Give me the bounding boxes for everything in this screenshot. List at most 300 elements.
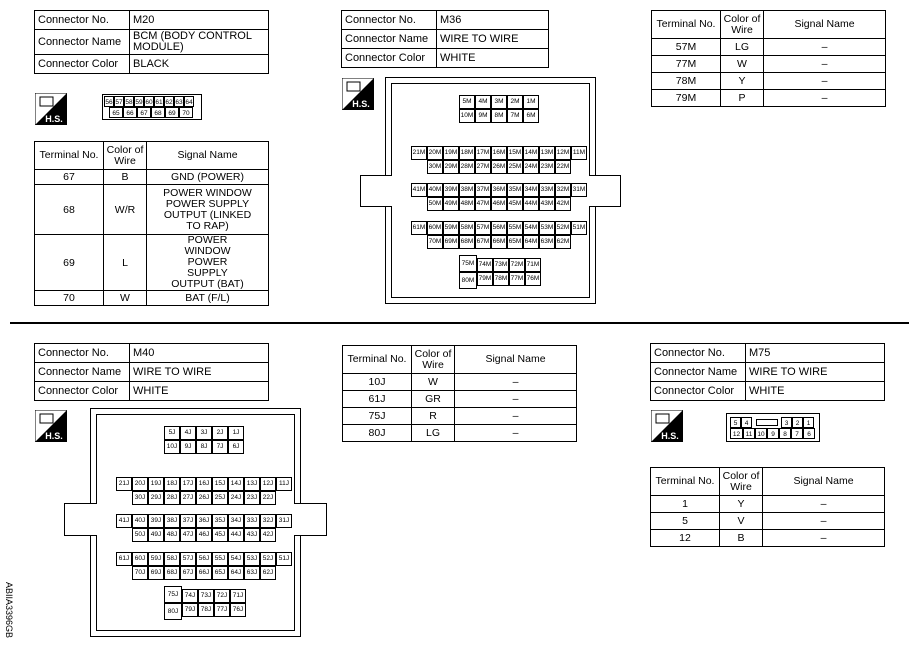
pin: 42M <box>555 197 571 211</box>
pin: 7M <box>507 109 523 123</box>
wire-color: Y <box>720 496 763 513</box>
signal: – <box>763 496 885 513</box>
pin: 50M <box>427 197 443 211</box>
pin: 30M <box>427 160 443 174</box>
m20-connector-face <box>102 94 202 120</box>
table-row <box>651 496 885 513</box>
label: Connector Name <box>342 30 437 49</box>
pin: 52M <box>555 221 571 235</box>
wire-color: GR <box>412 391 455 408</box>
pin: 18M <box>459 146 475 160</box>
terminal: 57M <box>652 39 721 56</box>
pin: 10J <box>164 440 180 454</box>
pin: 36J <box>196 514 212 528</box>
pin: 28M <box>459 160 475 174</box>
pin: 37J <box>180 514 196 528</box>
m40-terminal-table <box>342 345 577 442</box>
pin: 3J <box>196 426 212 440</box>
pin: 64M <box>523 235 539 249</box>
pin: 5J <box>164 426 180 440</box>
m40-left-latch <box>64 503 97 536</box>
signal: BAT (F/L) <box>147 291 269 306</box>
value: WIRE TO WIRE <box>746 363 885 382</box>
pin: 70M <box>427 235 443 249</box>
pin: 62M <box>555 235 571 249</box>
pin: 63M <box>539 235 555 249</box>
wire-color: W <box>412 374 455 391</box>
pin: 17J <box>180 477 196 491</box>
table-row <box>652 39 886 56</box>
svg-text:H.S.: H.S. <box>661 431 679 441</box>
pin: 54J <box>228 552 244 566</box>
value: M40 <box>130 344 269 363</box>
terminal: 10J <box>343 374 412 391</box>
pin: 16M <box>491 146 507 160</box>
pin: 39J <box>148 514 164 528</box>
pin: 60M <box>427 221 443 235</box>
pin: 75J <box>164 586 182 603</box>
table-row <box>343 425 577 442</box>
pin: 13M <box>539 146 555 160</box>
signal: – <box>763 530 885 547</box>
wire-color: W <box>104 291 147 306</box>
label: Connector No. <box>342 11 437 30</box>
pin: 3M <box>491 95 507 109</box>
wire-color: LG <box>721 39 764 56</box>
wire-color: LG <box>412 425 455 442</box>
pin: 77M <box>509 272 525 286</box>
label: Connector No. <box>35 344 130 363</box>
pin: 62 <box>164 96 174 107</box>
label: Connector Color <box>651 382 746 401</box>
value: WIRE TO WIRE <box>130 363 269 382</box>
header-terminal-no: Terminal No. <box>35 142 104 170</box>
pin: 63J <box>244 566 260 580</box>
signal: – <box>455 374 577 391</box>
header-wire-color: Color of Wire <box>104 142 147 170</box>
pin: 53M <box>539 221 555 235</box>
header-signal-name: Signal Name <box>147 142 269 170</box>
value: BCM (BODY CONTROL MODULE) <box>130 30 269 55</box>
key-slot <box>756 419 778 426</box>
wire-color: V <box>720 513 763 530</box>
pin: 76M <box>525 272 541 286</box>
header-terminal-no: Terminal No. <box>652 11 721 39</box>
terminal: 69 <box>35 235 104 291</box>
m36-left-latch <box>360 175 392 207</box>
value: BLACK <box>130 55 269 74</box>
pin: 28J <box>164 491 180 505</box>
pin: 71J <box>230 589 246 603</box>
pin: 4J <box>180 426 196 440</box>
pin: 75M <box>459 255 477 272</box>
pin: 65M <box>507 235 523 249</box>
pin: 78M <box>493 272 509 286</box>
terminal: 79M <box>652 90 721 107</box>
pin: 44J <box>228 528 244 542</box>
pin: 58M <box>459 221 475 235</box>
pin: 45J <box>212 528 228 542</box>
pin: 64 <box>184 96 194 107</box>
pin: 8 <box>779 428 791 439</box>
value: M36 <box>437 11 549 30</box>
m36-terminal-table <box>651 10 886 107</box>
pin: 11J <box>276 477 292 491</box>
pin: 70 <box>179 107 193 118</box>
header-wire-color: Color of Wire <box>720 468 763 496</box>
pin: 25J <box>212 491 228 505</box>
pin: 43J <box>244 528 260 542</box>
table-row <box>35 185 269 235</box>
terminal: 77M <box>652 56 721 73</box>
pin: 9J <box>180 440 196 454</box>
pin: 15M <box>507 146 523 160</box>
pin: 39M <box>443 183 459 197</box>
wire-color: L <box>104 235 147 291</box>
pin: 49M <box>443 197 459 211</box>
pin: 59 <box>134 96 144 107</box>
pin: 27J <box>180 491 196 505</box>
pin: 65 <box>109 107 123 118</box>
pin: 12M <box>555 146 571 160</box>
header-terminal-no: Terminal No. <box>343 346 412 374</box>
pin: 69 <box>165 107 179 118</box>
pin: 25M <box>507 160 523 174</box>
pin: 60J <box>132 552 148 566</box>
pin: 14M <box>523 146 539 160</box>
pin: 56M <box>491 221 507 235</box>
header-signal-name: Signal Name <box>455 346 577 374</box>
pin: 64J <box>228 566 244 580</box>
pin: 14J <box>228 477 244 491</box>
table-row <box>343 374 577 391</box>
pin: 8M <box>491 109 507 123</box>
svg-text:H.S.: H.S. <box>45 114 63 124</box>
pin: 1 <box>803 417 814 428</box>
pin: 19M <box>443 146 459 160</box>
pin: 56J <box>196 552 212 566</box>
header-signal-name: Signal Name <box>763 468 885 496</box>
pin: 55J <box>212 552 228 566</box>
pin: 35J <box>212 514 228 528</box>
pin: 15J <box>212 477 228 491</box>
pin: 32M <box>555 183 571 197</box>
pin: 54M <box>523 221 539 235</box>
pin: 24M <box>523 160 539 174</box>
signal: – <box>455 408 577 425</box>
pin: 26J <box>196 491 212 505</box>
pin: 31J <box>276 514 292 528</box>
pin: 50J <box>132 528 148 542</box>
label: Connector Name <box>651 363 746 382</box>
pin: 79M <box>477 272 493 286</box>
pin: 10 <box>755 428 767 439</box>
pin: 5M <box>459 95 475 109</box>
pin: 48M <box>459 197 475 211</box>
pin: 61J <box>116 552 132 566</box>
table-row <box>35 170 269 185</box>
pin: 40J <box>132 514 148 528</box>
pin: 32J <box>260 514 276 528</box>
pin: 37M <box>475 183 491 197</box>
pin: 77J <box>214 603 230 617</box>
pin: 71M <box>525 258 541 272</box>
pin: 7J <box>212 440 228 454</box>
pin: 34J <box>228 514 244 528</box>
value: WIRE TO WIRE <box>437 30 549 49</box>
pin: 59M <box>443 221 459 235</box>
table-row <box>35 291 269 306</box>
terminal: 12 <box>651 530 720 547</box>
wire-color: W <box>721 56 764 73</box>
pin: 20J <box>132 477 148 491</box>
pin: 23M <box>539 160 555 174</box>
label: Connector Color <box>342 49 437 68</box>
terminal: 75J <box>343 408 412 425</box>
pin: 19J <box>148 477 164 491</box>
pin: 29M <box>443 160 459 174</box>
pin: 67 <box>137 107 151 118</box>
pin: 36M <box>491 183 507 197</box>
table-row <box>651 530 885 547</box>
pin: 78J <box>198 603 214 617</box>
value: M75 <box>746 344 885 363</box>
label: Connector Color <box>35 382 130 401</box>
pin: 1J <box>228 426 244 440</box>
m75-connector-face <box>726 413 820 442</box>
pin: 7 <box>791 428 803 439</box>
pin: 17M <box>475 146 491 160</box>
pin: 33J <box>244 514 260 528</box>
header-terminal-no: Terminal No. <box>651 468 720 496</box>
pin: 68M <box>459 235 475 249</box>
pin: 5 <box>730 417 741 428</box>
pin: 41M <box>411 183 427 197</box>
pin: 16J <box>196 477 212 491</box>
pin: 61M <box>411 221 427 235</box>
pin: 11M <box>571 146 587 160</box>
terminal: 67 <box>35 170 104 185</box>
pin: 67J <box>180 566 196 580</box>
pin: 61 <box>154 96 164 107</box>
pin: 57M <box>475 221 491 235</box>
pin: 43M <box>539 197 555 211</box>
pin: 6J <box>228 440 244 454</box>
pin: 9M <box>475 109 491 123</box>
label: Connector No. <box>651 344 746 363</box>
label: Connector No. <box>35 11 130 30</box>
pin: 76J <box>230 603 246 617</box>
pin: 68J <box>164 566 180 580</box>
pin: 52J <box>260 552 276 566</box>
signal: POWER WINDOW POWER SUPPLY OUTPUT (LINKED TO RAP) <box>147 185 269 235</box>
terminal: 61J <box>343 391 412 408</box>
pin: 46M <box>491 197 507 211</box>
pin: 47M <box>475 197 491 211</box>
pin: 4 <box>741 417 752 428</box>
header-wire-color: Color of Wire <box>412 346 455 374</box>
wire-color: R <box>412 408 455 425</box>
pin: 48J <box>164 528 180 542</box>
pin: 21J <box>116 477 132 491</box>
pin: 44M <box>523 197 539 211</box>
pin: 73J <box>198 589 214 603</box>
pin: 57 <box>114 96 124 107</box>
pin: 18J <box>164 477 180 491</box>
signal: – <box>764 56 886 73</box>
pin: 72M <box>509 258 525 272</box>
pin: 33M <box>539 183 555 197</box>
pin: 57J <box>180 552 196 566</box>
signal: POWER WINDOW POWER SUPPLY OUTPUT (BAT) <box>147 235 269 291</box>
wire-color: Y <box>721 73 764 90</box>
pin: 35M <box>507 183 523 197</box>
pin: 69J <box>148 566 164 580</box>
svg-text:H.S.: H.S. <box>352 99 370 109</box>
pin: 21M <box>411 146 427 160</box>
pin: 66 <box>123 107 137 118</box>
pin: 1M <box>523 95 539 109</box>
pin: 27M <box>475 160 491 174</box>
pin: 12 <box>730 428 743 439</box>
pin: 51J <box>276 552 292 566</box>
table-row <box>35 235 269 291</box>
pin: 8J <box>196 440 212 454</box>
m20-info-table <box>34 10 269 74</box>
pin: 53J <box>244 552 260 566</box>
m75-info-table <box>650 343 885 401</box>
section-divider <box>10 322 909 324</box>
pin: 67M <box>475 235 491 249</box>
terminal: 70 <box>35 291 104 306</box>
harness-side-icon <box>342 78 374 110</box>
m75-terminal-table <box>650 467 885 547</box>
pin: 29J <box>148 491 164 505</box>
table-row <box>652 73 886 90</box>
pin: 58 <box>124 96 134 107</box>
table-row <box>652 90 886 107</box>
signal: GND (POWER) <box>147 170 269 185</box>
label: Connector Name <box>35 363 130 382</box>
pin: 74M <box>477 258 493 272</box>
harness-side-icon <box>35 93 67 125</box>
pin: 65J <box>212 566 228 580</box>
pin: 45M <box>507 197 523 211</box>
pin: 38M <box>459 183 475 197</box>
pin: 2J <box>212 426 228 440</box>
m36-right-latch <box>589 175 621 207</box>
table-row <box>651 513 885 530</box>
table-row <box>343 391 577 408</box>
pin: 74J <box>182 589 198 603</box>
signal: – <box>764 73 886 90</box>
pin: 10M <box>459 109 475 123</box>
terminal: 80J <box>343 425 412 442</box>
signal: – <box>764 39 886 56</box>
m40-info-table <box>34 343 269 401</box>
m40-right-latch <box>294 503 327 536</box>
label: Connector Color <box>35 55 130 74</box>
wire-color: W/R <box>104 185 147 235</box>
terminal: 68 <box>35 185 104 235</box>
header-signal-name: Signal Name <box>764 11 886 39</box>
pin: 69M <box>443 235 459 249</box>
pin: 59J <box>148 552 164 566</box>
pin: 23J <box>244 491 260 505</box>
m36-info-table <box>341 10 549 68</box>
pin: 22M <box>555 160 571 174</box>
table-row <box>343 408 577 425</box>
svg-text:H.S.: H.S. <box>45 431 63 441</box>
pin: 73M <box>493 258 509 272</box>
pin: 80M <box>459 272 477 289</box>
pin: 11 <box>743 428 755 439</box>
pin: 38J <box>164 514 180 528</box>
pin: 68 <box>151 107 165 118</box>
value: WHITE <box>130 382 269 401</box>
pin: 58J <box>164 552 180 566</box>
pin: 30J <box>132 491 148 505</box>
pin: 3 <box>781 417 792 428</box>
pin: 12J <box>260 477 276 491</box>
pin: 56 <box>104 96 114 107</box>
signal: – <box>455 425 577 442</box>
harness-side-icon <box>651 410 683 442</box>
pin: 34M <box>523 183 539 197</box>
pin: 9 <box>767 428 779 439</box>
pin: 13J <box>244 477 260 491</box>
pin: 2 <box>792 417 803 428</box>
value: WHITE <box>746 382 885 401</box>
label: Connector Name <box>35 30 130 55</box>
pin: 46J <box>196 528 212 542</box>
signal: – <box>455 391 577 408</box>
pin: 66J <box>196 566 212 580</box>
pin: 31M <box>571 183 587 197</box>
pin: 72J <box>214 589 230 603</box>
pin: 62J <box>260 566 276 580</box>
terminal: 1 <box>651 496 720 513</box>
pin: 80J <box>164 603 182 620</box>
pin: 24J <box>228 491 244 505</box>
pin: 55M <box>507 221 523 235</box>
pin: 51M <box>571 221 587 235</box>
pin: 22J <box>260 491 276 505</box>
figure-code: ABIIA3396GB <box>4 582 14 639</box>
header-wire-color: Color of Wire <box>721 11 764 39</box>
pin: 41J <box>116 514 132 528</box>
pin: 49J <box>148 528 164 542</box>
pin: 2M <box>507 95 523 109</box>
signal: – <box>764 90 886 107</box>
pin: 60 <box>144 96 154 107</box>
harness-side-icon <box>35 410 67 442</box>
pin: 70J <box>132 566 148 580</box>
pin: 6 <box>803 428 815 439</box>
value: M20 <box>130 11 269 30</box>
pin: 26M <box>491 160 507 174</box>
table-row <box>652 56 886 73</box>
pin: 40M <box>427 183 443 197</box>
value: WHITE <box>437 49 549 68</box>
pin: 63 <box>174 96 184 107</box>
wire-color: B <box>104 170 147 185</box>
pin: 66M <box>491 235 507 249</box>
pin: 20M <box>427 146 443 160</box>
pin: 47J <box>180 528 196 542</box>
m20-terminal-table <box>34 141 269 306</box>
pin: 79J <box>182 603 198 617</box>
